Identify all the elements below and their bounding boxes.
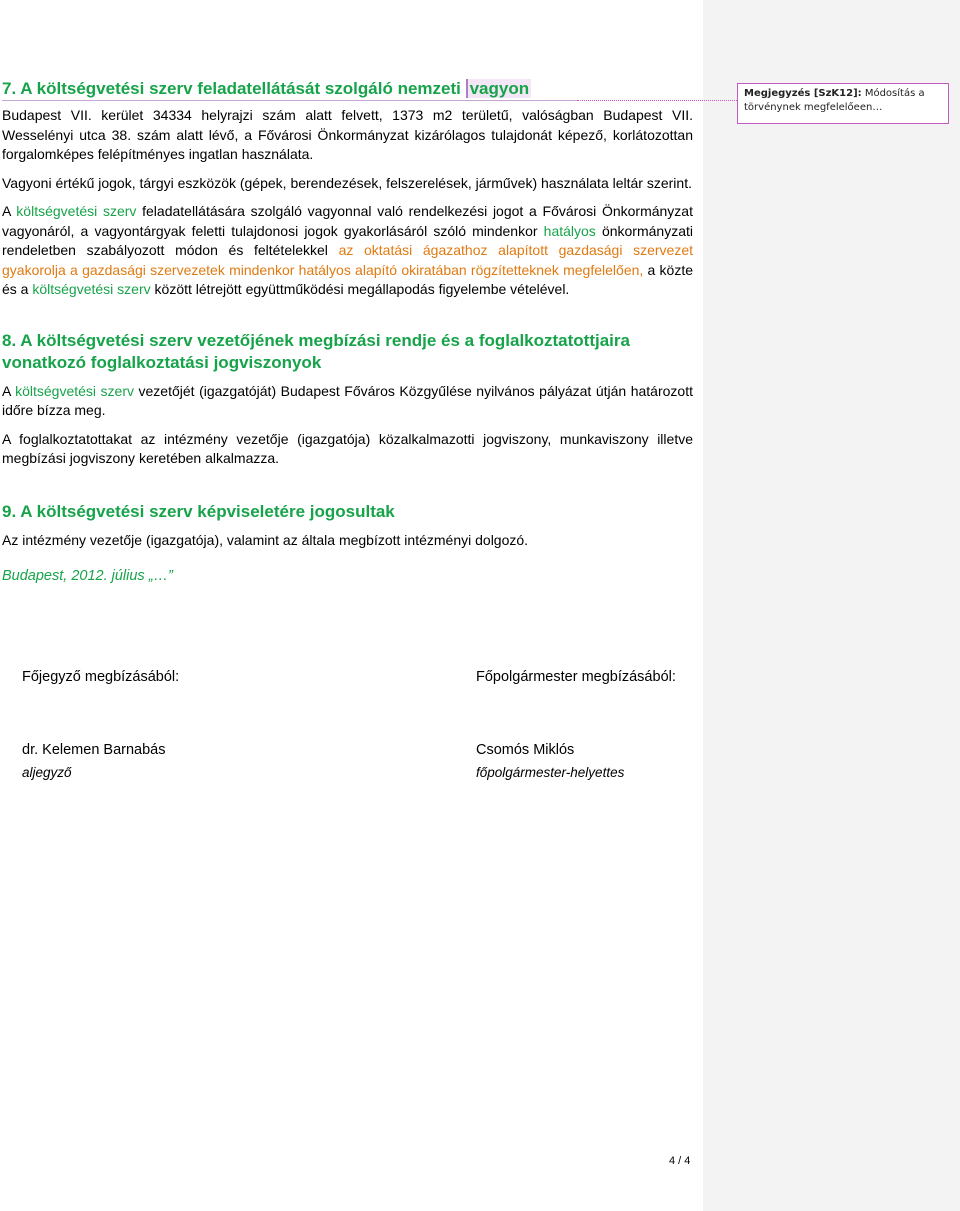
comment-connector-line — [577, 100, 737, 101]
section-7-paragraph-3: A költségvetési szerv feladatellátására szolgáló vagyonnal való rendelkezési jogot a Fővárosi Önkormányzat vagyonáról, a vagyontárgyak feletti tulajdonosi jogok gyakorlásáról szóló mindenkor hatályos önkormányzati rendeletben szabályozott módon és feltételekkel az oktatási ágazathoz alapított gazdasági szervezet gyakorolja a gazdasági szervezetek mindenkor hatályos alapító okiratában rögzítetteknek megfelelően, a közte és a költségvetési szerv között létrejött együttműködési megállapodás figyelembe vételével. — [2, 203, 694, 297]
right-signatory-name: Csomós Miklós — [476, 742, 575, 758]
signature-date: Budapest, 2012. július „…” — [2, 568, 173, 584]
page-number: 4 / 4 — [669, 1155, 691, 1167]
comment-balloon[interactable] — [737, 83, 949, 124]
comment-text: Módosítás a törvénynek megfelelőeen… — [744, 88, 925, 113]
right-signatory-role: főpolgármester-helyettes — [476, 765, 625, 780]
section-7-paragraph-2: Vagyoni értékű jogok, tárgyi eszközök (gépek, berendezések, felszerelések, járművek) használata leltár szerint. — [2, 174, 692, 191]
section-8-heading: 8. A költségvetési szerv vezetőjének megbízási rendje és a foglalkoztatottjaira vonatkozó foglalkoztatási jogviszonyok — [2, 330, 630, 372]
left-signatory-name: dr. Kelemen Barnabás — [22, 742, 166, 758]
section-7-paragraph-1: Budapest VII. kerület 34334 helyrajzi szám alatt felvett, 1373 m2 területű, valóságban Budapest VII. Wesselényi utca 38. szám alatt lévő, a Fővárosi Önkormányzat kizárólagos tulajdonát képező, korlátozottan forgalomképes felépítményes ingatlan használata. — [2, 107, 693, 162]
section-7-title-prefix: 7. A költségvetési szerv feladatellátását szolgáló nemzeti — [2, 79, 466, 98]
commented-text-highlight[interactable]: vagyon — [466, 79, 532, 98]
section-7-heading — [2, 78, 693, 100]
right-signature-label: Főpolgármester megbízásából: — [476, 669, 676, 685]
left-signature-label: Főjegyző megbízásából: — [22, 669, 180, 685]
section-9-paragraph-1: Az intézmény vezetője (igazgatója), valamint az általa megbízott intézményi dolgozó. — [2, 531, 529, 548]
section-9-heading: 9. A költségvetési szerv képviseletére jogosultak — [2, 501, 395, 521]
comment-margin-pane — [703, 0, 960, 1211]
section-8-paragraph-1: A költségvetési szerv vezetőjét (igazgatóját) Budapest Főváros Közgyűlése nyilvános pályázat útján határozott időre bízza meg. — [2, 382, 693, 418]
comment-label: Megjegyzés [SzK12]: — [744, 88, 862, 99]
heading-underline — [2, 100, 577, 101]
document-content — [2, 78, 693, 584]
section-8-paragraph-2: A foglalkoztatottakat az intézmény vezetője (igazgatója) közalkalmazotti jogviszony, munkaviszony illetve megbízási jogviszony keretében alkalmazza. — [2, 430, 693, 466]
left-signatory-role: aljegyző — [22, 765, 72, 780]
